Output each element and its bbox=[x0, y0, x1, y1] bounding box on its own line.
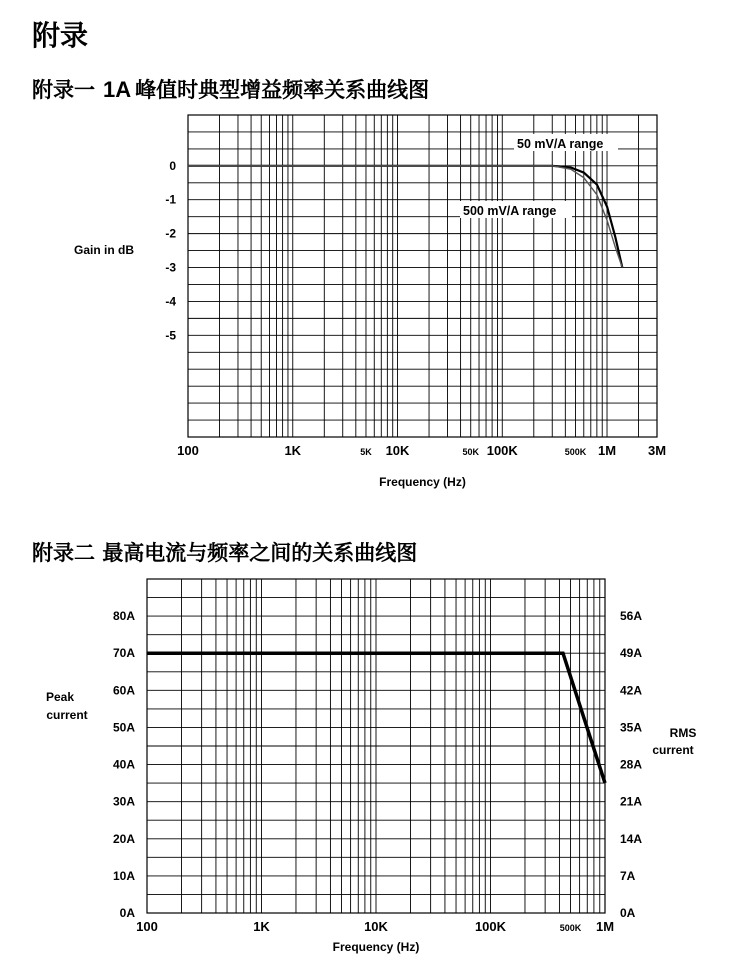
y-tick-label-right: 56A bbox=[620, 609, 643, 624]
y-tick-label: -3 bbox=[165, 260, 176, 275]
x-axis-label: Frequency (Hz) bbox=[379, 475, 466, 489]
y-tick-label-left: 0A bbox=[119, 906, 135, 920]
y-tick-label: -5 bbox=[165, 328, 176, 343]
section-1-prefix: 附录一 bbox=[32, 78, 95, 102]
y-tick-label: -4 bbox=[165, 294, 176, 309]
y-axis-label-left-line2: current bbox=[46, 708, 88, 722]
x-tick-label: 1K bbox=[284, 443, 302, 458]
section-2-heading bbox=[32, 537, 417, 567]
x-tick-label: 3M bbox=[647, 443, 667, 458]
y-tick-label-left: 40A bbox=[112, 757, 135, 772]
x-tick-label: 500K bbox=[559, 923, 582, 933]
y-axis-label: Gain in dB bbox=[74, 242, 134, 257]
current-frequency-chart bbox=[0, 570, 750, 967]
x-tick-label: 50K bbox=[462, 447, 479, 457]
y-tick-label-right: 7A bbox=[620, 868, 636, 883]
x-tick-label: 1M bbox=[595, 919, 615, 934]
x-axis-label: Frequency (Hz) bbox=[332, 940, 420, 954]
y-tick-label-left: 20A bbox=[112, 831, 135, 846]
y-tick-label: 0 bbox=[169, 158, 176, 173]
y-tick-label-right: 28A bbox=[620, 757, 643, 772]
y-tick-label-right: 42A bbox=[620, 683, 643, 698]
section-2-prefix: 附录二 bbox=[32, 541, 95, 565]
x-tick-label: 100 bbox=[177, 443, 199, 458]
x-tick-label: 5K bbox=[360, 447, 372, 457]
x-tick-label: 10K bbox=[385, 443, 410, 458]
gain-frequency-chart bbox=[0, 100, 750, 500]
x-tick-label: 500K bbox=[564, 447, 587, 457]
section-1-bold: 1A bbox=[103, 77, 132, 102]
y-tick-label-right: 0A bbox=[620, 906, 636, 920]
page-title: 附录 bbox=[32, 19, 89, 52]
y-tick-label-left: 10A bbox=[112, 868, 135, 883]
y-tick-label-left: 80A bbox=[112, 609, 135, 624]
x-tick-label: 100 bbox=[136, 919, 158, 934]
section-1-title: 峰值时典型增益频率关系曲线图 bbox=[135, 78, 430, 102]
x-tick-label: 1K bbox=[253, 919, 270, 934]
y-axis-label-left-line1: Peak bbox=[45, 690, 75, 704]
y-tick-label-left: 50A bbox=[112, 720, 135, 735]
y-tick-label-right: 49A bbox=[620, 646, 643, 661]
x-tick-label: 10K bbox=[364, 919, 388, 934]
series-label-50mv: 50 mV/A range bbox=[517, 137, 604, 151]
x-tick-label: 1M bbox=[597, 443, 617, 458]
y-tick-label-left: 60A bbox=[112, 683, 135, 698]
section-2-title: 最高电流与频率之间的关系曲线图 bbox=[102, 541, 418, 565]
y-tick-label-left: 70A bbox=[112, 646, 135, 661]
y-axis-label-right-line1: RMS bbox=[669, 726, 697, 740]
y-axis-label-right-line2: current bbox=[652, 743, 694, 757]
y-tick-label-right: 14A bbox=[620, 831, 643, 846]
y-tick-label: -1 bbox=[165, 192, 176, 207]
series-label-500mv: 500 mV/A range bbox=[463, 204, 557, 218]
x-tick-label: 100K bbox=[486, 443, 518, 458]
y-tick-label: -2 bbox=[165, 226, 176, 241]
x-tick-label: 100K bbox=[474, 919, 507, 934]
y-tick-label-right: 35A bbox=[620, 720, 643, 735]
plot-frame bbox=[188, 115, 657, 437]
y-tick-label-left: 30A bbox=[112, 794, 135, 809]
y-tick-label-right: 21A bbox=[620, 794, 643, 809]
